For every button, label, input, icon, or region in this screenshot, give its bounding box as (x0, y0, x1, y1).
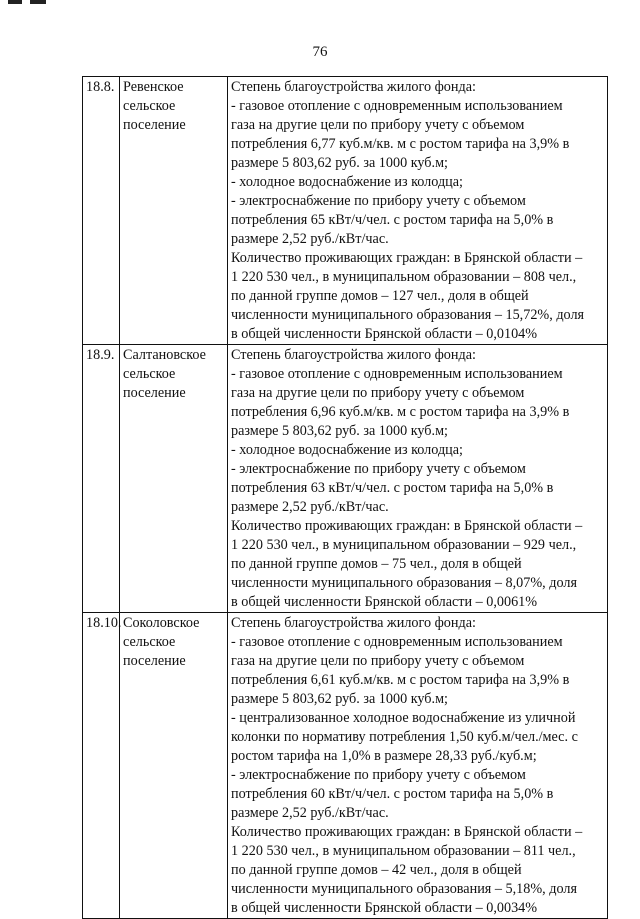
settlement-name (120, 613, 228, 919)
description-line: размере 5 803,62 руб. за 1000 куб.м; (231, 155, 448, 171)
description-line: Степень благоустройства жилого фонда: (231, 79, 476, 95)
housing-description (228, 345, 608, 613)
description-line: - газовое отопление с одновременным использованием (231, 366, 563, 382)
settlements-table (82, 76, 608, 919)
settlement-name-line: Салтановское (123, 347, 206, 363)
description-line: размере 2,52 руб./кВт/час. (231, 805, 389, 821)
scan-artifact-mark (8, 0, 22, 4)
description-line: размере 5 803,62 руб. за 1000 куб.м; (231, 423, 448, 439)
settlement-name (120, 77, 228, 345)
description-line: Количество проживающих граждан: в Брянской области – (231, 824, 583, 840)
description-line: 1 220 530 чел., в муниципальном образовании – 808 чел., (231, 269, 577, 285)
description-line: потребления 6,96 куб.м/кв. м с ростом тарифа на 3,9% в (231, 404, 570, 420)
description-line: потребления 60 кВт/ч/чел. с ростом тарифа на 5,0% в (231, 786, 554, 802)
description-line: потребления 63 кВт/ч/чел. с ростом тарифа на 5,0% в (231, 480, 554, 496)
settlement-name-line: поселение (123, 385, 186, 401)
settlement-name-line: сельское (123, 634, 176, 650)
description-line: - газовое отопление с одновременным использованием (231, 634, 563, 650)
description-line: - газовое отопление с одновременным использованием (231, 98, 563, 114)
description-line: Степень благоустройства жилого фонда: (231, 347, 476, 363)
table-row (83, 77, 608, 345)
settlement-name-line: Соколовское (123, 615, 200, 631)
settlements-table-body (83, 77, 608, 919)
housing-description (228, 613, 608, 919)
description-line: газа на другие цели по прибору учету с объемом (231, 653, 525, 669)
description-line: потребления 6,61 куб.м/кв. м с ростом тарифа на 3,9% в (231, 672, 570, 688)
table-row (83, 613, 608, 919)
settlement-name (120, 345, 228, 613)
page-number: 76 (312, 44, 328, 60)
description-line: численности муниципального образования – 15,72%, доля (231, 307, 585, 323)
description-line: численности муниципального образования – 8,07%, доля (231, 575, 577, 591)
description-line: Количество проживающих граждан: в Брянской области – (231, 250, 583, 266)
settlement-name-line: Ревенское (123, 79, 184, 95)
table-row (83, 345, 608, 613)
description-line: численности муниципального образования – 5,18%, доля (231, 881, 577, 897)
item-number: 18.10. (83, 613, 120, 919)
item-number: 18.8. (83, 77, 120, 345)
description-line: - электроснабжение по прибору учету с объемом (231, 461, 526, 477)
description-line: размере 2,52 руб./кВт/час. (231, 499, 389, 515)
description-line: - холодное водоснабжение из колодца; (231, 174, 463, 190)
description-line: по данной группе домов – 75 чел., доля в общей (231, 556, 522, 572)
description-line: потребления 6,77 куб.м/кв. м с ростом тарифа на 3,9% в (231, 136, 570, 152)
description-line: в общей численности Брянской области – 0,0104% (231, 326, 538, 342)
description-line: ростом тарифа на 1,0% в размере 28,33 руб./куб.м; (231, 748, 537, 764)
description-line: 1 220 530 чел., в муниципальном образовании – 811 чел., (231, 843, 576, 859)
description-line: потребления 65 кВт/ч/чел. с ростом тарифа на 5,0% в (231, 212, 554, 228)
description-line: в общей численности Брянской области – 0,0034% (231, 900, 538, 916)
description-line: размере 5 803,62 руб. за 1000 куб.м; (231, 691, 448, 707)
scan-artifact-mark (30, 0, 46, 4)
item-number: 18.9. (83, 345, 120, 613)
description-line: - электроснабжение по прибору учету с объемом (231, 193, 526, 209)
description-line: в общей численности Брянской области – 0,0061% (231, 594, 538, 610)
description-line: по данной группе домов – 42 чел., доля в общей (231, 862, 522, 878)
description-line: газа на другие цели по прибору учету с объемом (231, 385, 525, 401)
description-line: по данной группе домов – 127 чел., доля в общей (231, 288, 529, 304)
settlement-name-line: сельское (123, 98, 176, 114)
housing-description (228, 77, 608, 345)
description-line: газа на другие цели по прибору учету с объемом (231, 117, 525, 133)
description-line: - электроснабжение по прибору учету с объемом (231, 767, 526, 783)
settlement-name-line: поселение (123, 117, 186, 133)
description-line: - централизованное холодное водоснабжение из уличной (231, 710, 576, 726)
description-line: 1 220 530 чел., в муниципальном образовании – 929 чел., (231, 537, 577, 553)
settlement-name-line: поселение (123, 653, 186, 669)
description-line: колонки по нормативу потребления 1,50 куб.м/чел./мес. с (231, 729, 578, 745)
description-line: Степень благоустройства жилого фонда: (231, 615, 476, 631)
description-line: размере 2,52 руб./кВт/час. (231, 231, 389, 247)
description-line: - холодное водоснабжение из колодца; (231, 442, 463, 458)
description-line: Количество проживающих граждан: в Брянской области – (231, 518, 583, 534)
settlement-name-line: сельское (123, 366, 176, 382)
